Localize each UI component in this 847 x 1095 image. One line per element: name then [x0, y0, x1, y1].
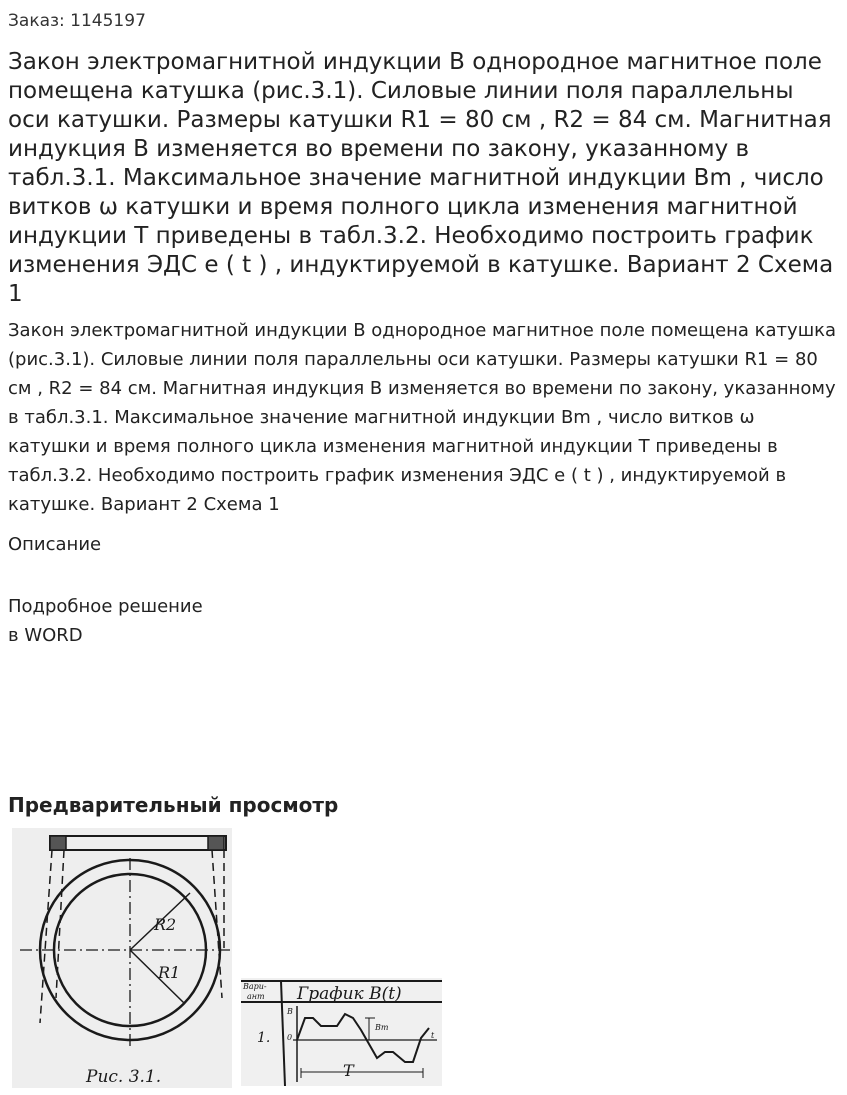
description-line-2: в WORD [8, 625, 83, 646]
description-heading: Описание [8, 534, 102, 555]
graph-table [241, 978, 442, 1086]
page-title: Закон электромагнитной индукции В однородное магнитное поле помещена катушка (рис.3.1). Силовые линии поля параллельны оси катушки. Размеры катушки R1 = 80 см , R2 = 84 см. Магнитная индукция В изменяется во времени по закону, указанному в табл.3.1. Максимальное значение магнитной индукции Bm , число витков ω катушки и время полного цикла изменения магнитной индукции Т приведены в табл.3.2. Необходимо построить график изменения ЭДС е ( t ) , индуктируемой в катушке. Вариант 2 Схема 1 [8, 49, 834, 307]
preview-heading: Предварительный просмотр [8, 793, 339, 817]
figure-caption: Рис. 3.1. [86, 1067, 162, 1087]
row-number: 1. [257, 1030, 271, 1046]
label-period: T [343, 1061, 354, 1080]
label-r2: R2 [154, 915, 177, 934]
column-graph-title: График B(t) [297, 984, 402, 1004]
axis-t-label: t [431, 1031, 435, 1040]
preview-image-coil [12, 828, 232, 1088]
label-bm: Bm [375, 1023, 389, 1032]
order-number: Заказ: 1145197 [8, 11, 146, 31]
column-variant: Вари- [243, 982, 267, 991]
task-description: Закон электромагнитной индукции В однородное магнитное поле помещена катушка (рис.3.1). Силовые линии поля параллельны оси катушки. Размеры катушки R1 = 80 см , R2 = 84 см. Магнитная индукция В изменяется во времени по закону, указанному в табл.3.1. Максимальное значение магнитной индукции Bm , число витков ω катушки и время полного цикла изменения магнитной индукции Т приведены в табл.3.2. Необходимо построить график изменения ЭДС е ( t ) , индуктируемой в катушке. Вариант 2 Схема 1 [8, 320, 837, 515]
coil-diagram [12, 828, 232, 1088]
label-r1: R1 [158, 963, 181, 982]
axis-zero-label: 0 [287, 1033, 293, 1042]
description-line-1: Подробное решение [8, 596, 203, 617]
preview-image-graph-table [241, 978, 442, 1086]
column-variant-2: ант [247, 992, 265, 1001]
axis-b-label: B [287, 1007, 293, 1016]
